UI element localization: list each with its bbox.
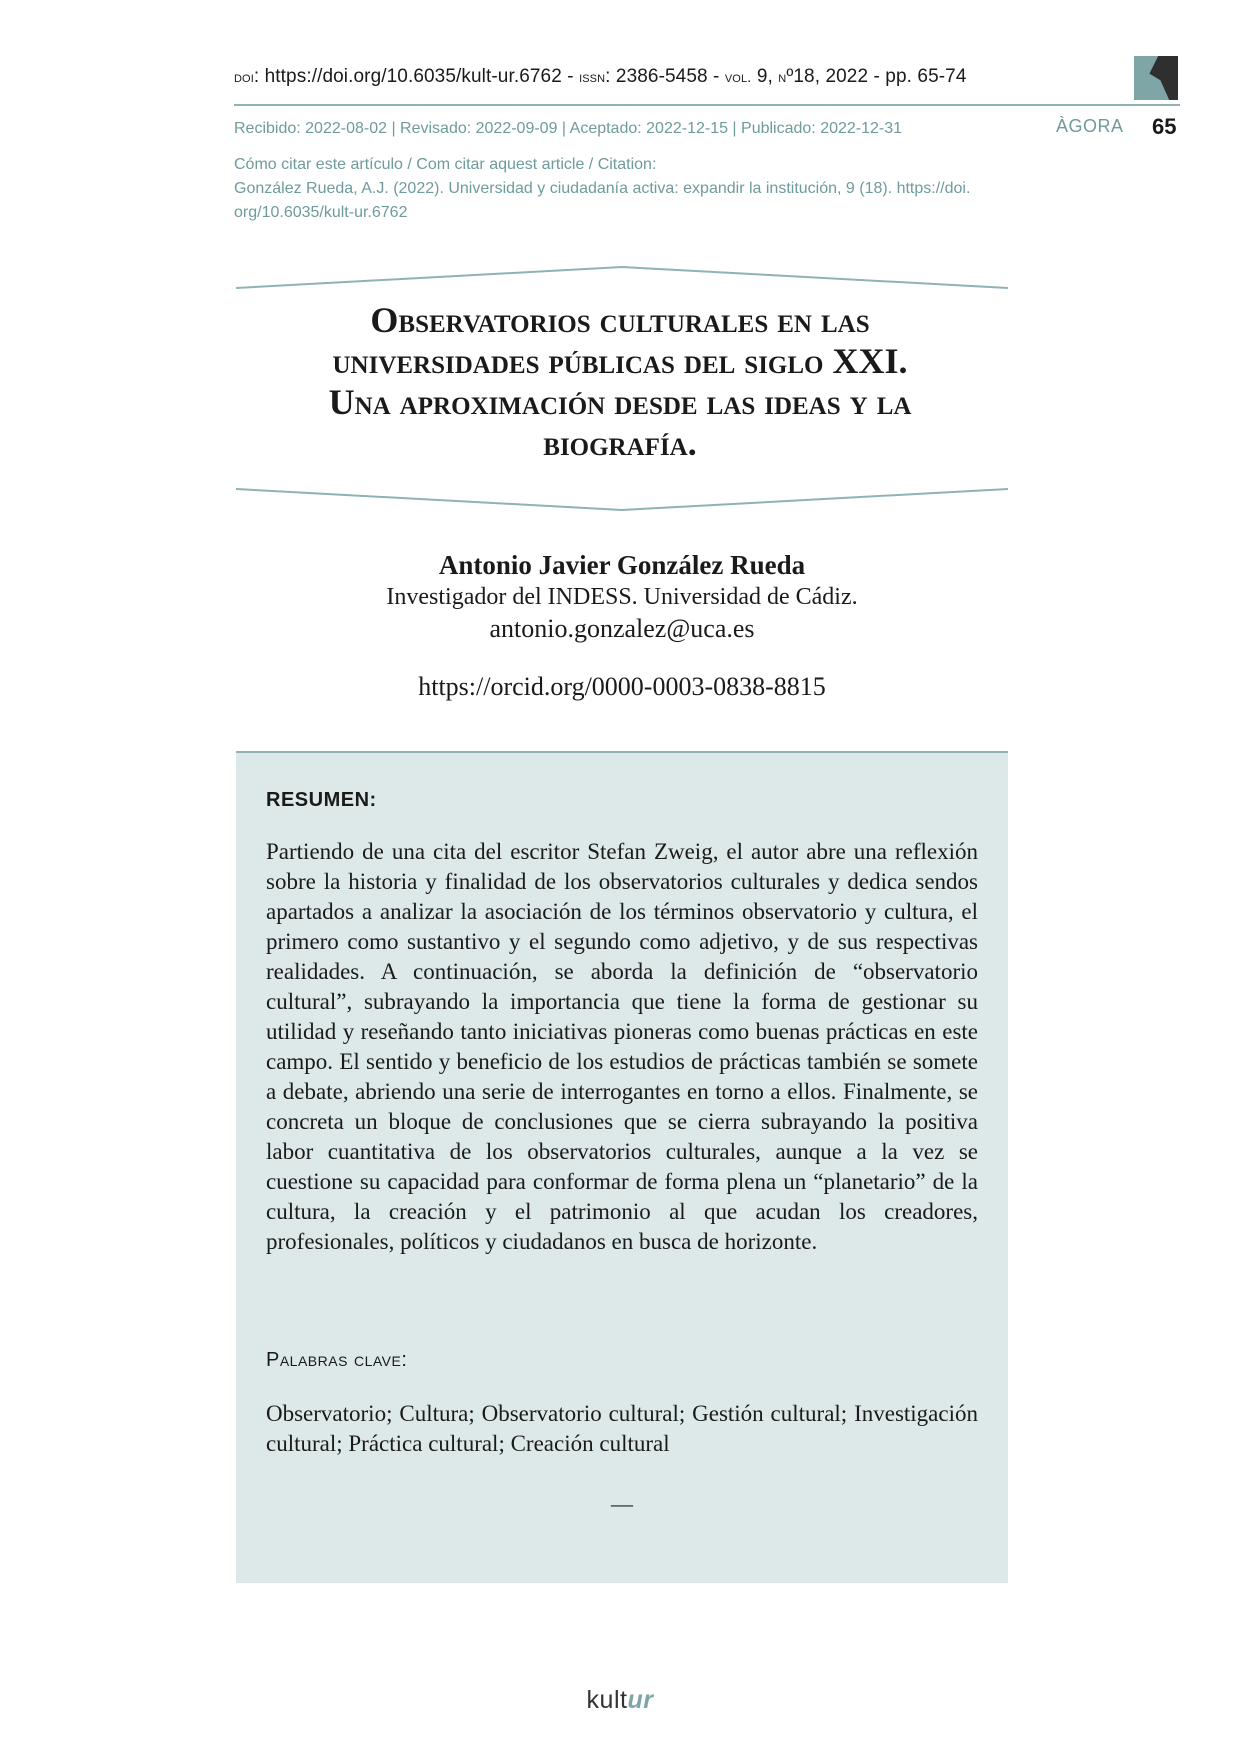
abstract-box bbox=[236, 751, 1008, 1583]
section-name: ÀGORA bbox=[1056, 116, 1124, 136]
author-affiliation: Investigador del INDESS. Universidad de Cádiz. bbox=[386, 584, 858, 610]
title-line-4: biografía. bbox=[543, 423, 697, 463]
abstract-text: Partiendo de una cita del escritor Stefan Zweig, el autor abre una reflexión sobre la historia y finalidad de los observatorios culturales y dedica sendos apartados a analizar la asociación de los términos observatorio y cultura, el primero como sustantivo y el segundo como adjetivo, y de sus respectivas realidades. A continuación, se aborda la definición de “observatorio cultural”, subrayando la importancia que tiene la forma de gestionar su utilidad y reseñando tanto iniciativas pioneras como buenas prácticas en este campo. El sentido y beneficio de los estudios de prácticas también se somete a debate, abriendo una serie de interrogantes en torno a ellos. Finalmente, se concreta un bloque de conclusiones que se cierra subrayando la positiva labor cuantitativa de los observatorios culturales, aunque a la vez se cuestione su capacidad para conformar de forma plena un “planetario” de la cultura, la creación y el patrimonio al que acudan los creadores, profesionales, políticos y ciudadanos en busca de horizonte. bbox=[266, 839, 978, 1254]
journal-logo-shape bbox=[1134, 56, 1178, 100]
title-frame-top bbox=[236, 267, 1008, 288]
author-block bbox=[236, 548, 1008, 704]
title-line-3: Una aproximación desde las ideas y la bbox=[328, 382, 912, 422]
page-number: 65 bbox=[1152, 114, 1177, 139]
article-title bbox=[270, 300, 970, 464]
keywords-text: Observatorio; Cultura; Observatorio cultural; Gestión cultural; Investigación cultural; Práctica cultural; Creación cultural bbox=[266, 1401, 978, 1456]
citation-line-2[interactable]: org/10.6035/kult-ur.6762 bbox=[234, 204, 408, 221]
issn-value: 2386-5458 bbox=[615, 66, 708, 87]
title-line-1: Observatorios culturales en las bbox=[370, 300, 870, 340]
journal-logo bbox=[1134, 56, 1178, 100]
keywords-heading: Palabras clave: bbox=[266, 1349, 408, 1371]
footer-logo bbox=[0, 1686, 1240, 1715]
doi-line: doi: https://doi.org/10.6035/kult-ur.6762 - issn: 2386-5458 - vol. 9, nº18, 2022 - pp. 65-74 bbox=[234, 66, 967, 87]
issue-value: º18, 2022 - pp. 65-74 bbox=[786, 66, 967, 87]
doi-link[interactable]: https://doi.org/10.6035/kult-ur.6762 bbox=[264, 66, 562, 87]
abstract-heading: RESUMEN: bbox=[266, 789, 377, 811]
doi-label: doi bbox=[234, 69, 254, 86]
issn-label: issn bbox=[579, 69, 606, 86]
header-rule bbox=[234, 104, 1180, 106]
footer-logo-accent: ur bbox=[627, 1686, 654, 1714]
citation-line-1[interactable]: González Rueda, A.J. (2022). Universidad y ciudadanía activa: expandir la institución, 9 (18). https://doi. bbox=[234, 180, 971, 197]
author-name: Antonio Javier González Rueda bbox=[438, 550, 806, 580]
issue-label: n bbox=[778, 69, 787, 86]
vol-value: 9, bbox=[756, 66, 773, 87]
title-line-2: universidades públicas del siglo XXI. bbox=[332, 341, 908, 381]
author-email[interactable]: antonio.gonzalez@uca.es bbox=[489, 614, 755, 643]
citation-block bbox=[234, 153, 1014, 225]
citation-label: Cómo citar este artículo / Com citar aquest article / Citation: bbox=[234, 156, 657, 173]
vol-label: vol. bbox=[724, 69, 752, 86]
footer-logo-main: kult bbox=[586, 1686, 628, 1714]
author-orcid[interactable]: https://orcid.org/0000-0003-0838-8815 bbox=[418, 672, 826, 701]
abstract-separator: — bbox=[611, 1491, 633, 1516]
title-frame-bottom bbox=[236, 489, 1008, 510]
publication-dates: Recibido: 2022-08-02 | Revisado: 2022-09-09 | Aceptado: 2022-12-15 | Publicado: 2022-12-31 bbox=[234, 120, 903, 137]
